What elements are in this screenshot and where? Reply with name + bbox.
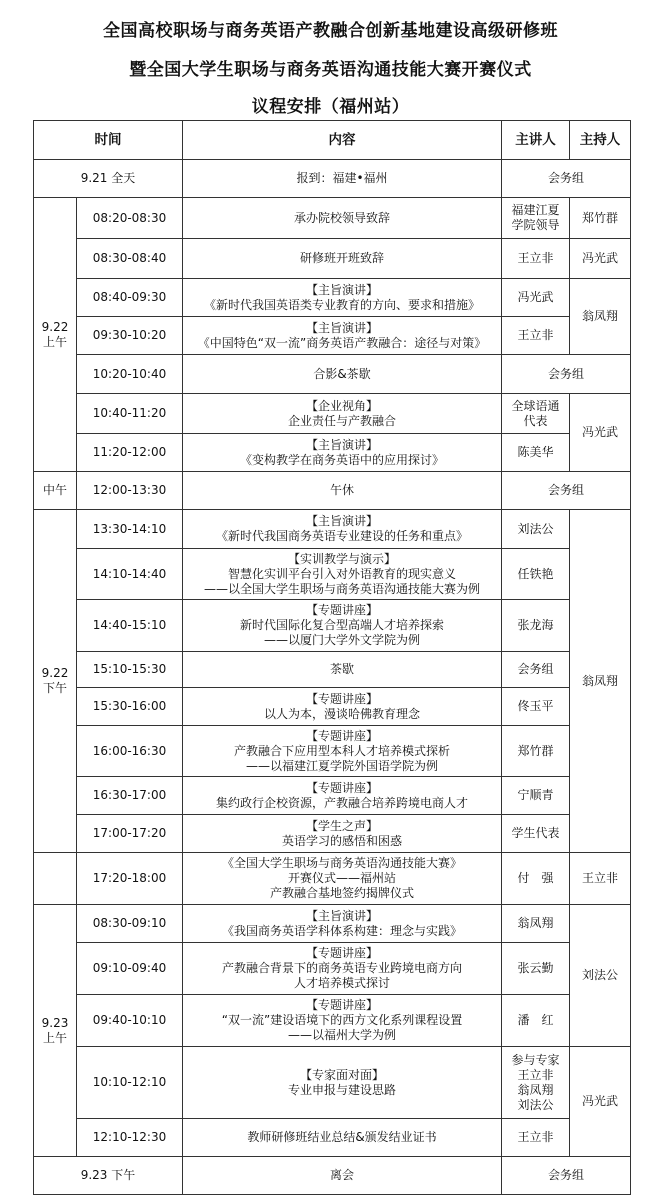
host-cell: 王立非	[570, 853, 631, 905]
time-cell: 12:00-13:30	[77, 472, 183, 510]
host-cell: 冯光武	[570, 1047, 631, 1157]
header-row	[34, 121, 631, 160]
time-cell: 15:10-15:30	[77, 652, 183, 688]
speaker-cell: 会务组	[502, 652, 570, 688]
content-cell: 承办院校领导致辞	[183, 198, 502, 239]
content-cell: 【专题讲座】 “双一流”建设语境下的西方文化系列课程设置 ——以福州大学为例	[183, 995, 502, 1047]
time-cell: 09:10-09:40	[77, 943, 183, 995]
host-cell: 冯光武	[570, 394, 631, 472]
content-cell: 【专题讲座】 新时代国际化复合型高端人才培养探索 ——以厦门大学外文学院为例	[183, 600, 502, 652]
time-cell: 08:30-09:10	[77, 905, 183, 943]
table-row	[34, 317, 631, 355]
title-line-3: 议程安排（福州站）	[251, 97, 410, 117]
speaker-cell: 郑竹群	[502, 726, 570, 777]
content-cell: 【专题讲座】 以人为本，漫谈哈佛教育理念	[183, 688, 502, 726]
staff-cell: 会务组	[502, 355, 631, 394]
content-cell: 【主旨演讲】 《中国特色“双一流”商务英语产教融合：途径与对策》	[183, 317, 502, 355]
table-row	[34, 394, 631, 434]
table-row	[34, 600, 631, 652]
content-cell: 【主旨演讲】 《新时代我国商务英语专业建设的任务和重点》	[183, 510, 502, 549]
speaker-cell: 福建江夏 学院领导	[502, 198, 570, 239]
period-cell: 9.22 上午	[34, 198, 77, 472]
table-row	[34, 355, 631, 394]
content-cell: 研修班开班致辞	[183, 239, 502, 279]
period-cell: 9.22 下午	[34, 510, 77, 853]
host-cell: 郑竹群	[570, 198, 631, 239]
content-cell: 【专家面对面】 专业申报与建设思路	[183, 1047, 502, 1119]
staff-cell: 会务组	[502, 1157, 631, 1195]
time-cell: 16:00-16:30	[77, 726, 183, 777]
table-row	[34, 472, 631, 510]
period-cell: 9.21 全天	[34, 160, 183, 198]
time-cell: 16:30-17:00	[77, 777, 183, 815]
table-row	[34, 652, 631, 688]
staff-cell: 会务组	[502, 472, 631, 510]
header-host: 主持人	[570, 121, 631, 160]
content-cell: 【主旨演讲】 《我国商务英语学科体系构建：理念与实践》	[183, 905, 502, 943]
speaker-cell: 学生代表	[502, 815, 570, 853]
content-cell: 合影&茶歇	[183, 355, 502, 394]
time-cell: 11:20-12:00	[77, 434, 183, 472]
speaker-cell: 翁凤翔	[502, 905, 570, 943]
time-cell: 14:10-14:40	[77, 549, 183, 600]
table-row	[34, 160, 631, 198]
speaker-cell: 王立非	[502, 317, 570, 355]
speaker-cell: 任铁艳	[502, 549, 570, 600]
time-cell: 12:10-12:30	[77, 1119, 183, 1157]
table-row	[34, 1047, 631, 1119]
speaker-cell: 刘法公	[502, 510, 570, 549]
speaker-cell: 王立非	[502, 239, 570, 279]
title-line-1: 全国高校职场与商务英语产教融合创新基地建设高级研修班	[103, 21, 558, 41]
time-cell: 15:30-16:00	[77, 688, 183, 726]
speaker-cell: 宁顺青	[502, 777, 570, 815]
content-cell: 【主旨演讲】 《变构教学在商务英语中的应用探讨》	[183, 434, 502, 472]
host-cell: 翁凤翔	[570, 279, 631, 355]
header-content: 内容	[183, 121, 502, 160]
time-cell: 09:40-10:10	[77, 995, 183, 1047]
time-cell: 10:40-11:20	[77, 394, 183, 434]
host-cell: 翁凤翔	[570, 510, 631, 853]
time-cell: 10:10-12:10	[77, 1047, 183, 1119]
speaker-cell: 冯光武	[502, 279, 570, 317]
table-row	[34, 853, 631, 905]
table-row	[34, 995, 631, 1047]
header-time: 时间	[34, 121, 183, 160]
content-cell: 教师研修班结业总结&颁发结业证书	[183, 1119, 502, 1157]
content-cell: 【专题讲座】 集约政行企校资源，产教融合培养跨境电商人才	[183, 777, 502, 815]
host-cell: 刘法公	[570, 905, 631, 1047]
table-row	[34, 726, 631, 777]
time-cell: 17:00-17:20	[77, 815, 183, 853]
speaker-cell: 陈美华	[502, 434, 570, 472]
period-cell: 9.23 下午	[34, 1157, 183, 1195]
speaker-cell: 王立非	[502, 1119, 570, 1157]
staff-cell: 会务组	[502, 160, 631, 198]
speaker-cell: 付 强	[502, 853, 570, 905]
header-speaker: 主讲人	[502, 121, 570, 160]
table-row	[34, 815, 631, 853]
speaker-cell: 张云勤	[502, 943, 570, 995]
time-cell: 10:20-10:40	[77, 355, 183, 394]
time-cell: 17:20-18:00	[77, 853, 183, 905]
period-cell: 9.23 上午	[34, 905, 77, 1157]
table-row	[34, 510, 631, 549]
content-cell: 【企业视角】 企业责任与产教融合	[183, 394, 502, 434]
speaker-cell: 张龙海	[502, 600, 570, 652]
content-cell: 《全国大学生职场与商务英语沟通技能大赛》 开赛仪式——福州站 产教融合基地签约揭牌仪式	[183, 853, 502, 905]
speaker-cell: 佟玉平	[502, 688, 570, 726]
period-cell: 中午	[34, 472, 77, 510]
content-cell: 【主旨演讲】 《新时代我国英语类专业教育的方向、要求和措施》	[183, 279, 502, 317]
speaker-cell: 潘 红	[502, 995, 570, 1047]
speaker-cell: 参与专家 王立非 翁凤翔 刘法公	[502, 1047, 570, 1119]
schedule-table	[33, 120, 631, 1195]
time-cell: 13:30-14:10	[77, 510, 183, 549]
content-cell: 茶歇	[183, 652, 502, 688]
title-line-2: 暨全国大学生职场与商务英语沟通技能大赛开赛仪式	[129, 60, 532, 80]
speaker-cell: 全球语通 代表	[502, 394, 570, 434]
table-row	[34, 943, 631, 995]
table-row	[34, 688, 631, 726]
table-row	[34, 549, 631, 600]
host-cell: 冯光武	[570, 239, 631, 279]
content-cell: 【专题讲座】 产教融合背景下的商务英语专业跨境电商方向 人才培养模式探讨	[183, 943, 502, 995]
table-row	[34, 198, 631, 239]
table-row	[34, 279, 631, 317]
table-row	[34, 1157, 631, 1195]
table-row	[34, 1119, 631, 1157]
table-row	[34, 239, 631, 279]
time-cell: 14:40-15:10	[77, 600, 183, 652]
time-cell: 09:30-10:20	[77, 317, 183, 355]
content-cell: 午休	[183, 472, 502, 510]
time-cell: 08:30-08:40	[77, 239, 183, 279]
content-cell: 【实训教学与演示】 智慧化实训平台引入对外语教育的现实意义 ——以全国大学生职场与商务英语沟通技能大赛为例	[183, 549, 502, 600]
table-row	[34, 777, 631, 815]
table-row	[34, 905, 631, 943]
time-cell: 08:40-09:30	[77, 279, 183, 317]
content-cell: 【学生之声】 英语学习的感悟和困惑	[183, 815, 502, 853]
period-cell	[34, 853, 77, 905]
content-cell: 离会	[183, 1157, 502, 1195]
content-cell: 报到：福建•福州	[183, 160, 502, 198]
time-cell: 08:20-08:30	[77, 198, 183, 239]
table-row	[34, 434, 631, 472]
content-cell: 【专题讲座】 产教融合下应用型本科人才培养模式探析 ——以福建江夏学院外国语学院为例	[183, 726, 502, 777]
